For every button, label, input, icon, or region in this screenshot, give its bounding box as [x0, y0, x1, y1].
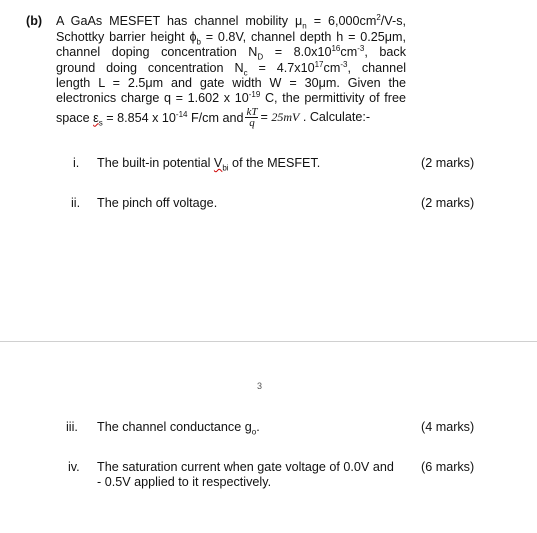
- item-number: i.: [73, 156, 80, 170]
- page-number: 3: [257, 381, 263, 391]
- question-line-3: channel doping concentration $N_D = 8.0x10^{16}cm^{-3}$, back: [56, 43, 406, 62]
- question-line-2: Schottky barrier height $\phi_b = 0.8V$, channel depth h = 0.25μm,: [56, 30, 406, 47]
- item-text: The built-in potential $V_{bi}$ of the MESFET.: [97, 156, 321, 173]
- item-marks: (2 marks): [421, 196, 475, 210]
- item-number: ii.: [71, 196, 81, 210]
- question-line-7: space $\varepsilon_s = 8.854$ x $10^{-14}$ F/cm and $\frac{kT}{q}$ = 25mV . Calculate:-: [56, 106, 371, 129]
- page-break-divider: [0, 341, 537, 342]
- item-marks: (6 marks): [421, 460, 475, 474]
- item-number: iii.: [66, 420, 78, 434]
- part-label: (b): [26, 14, 43, 28]
- question-line-4: ground doing concentration $N_c = 4.7x10^{17}cm^{-3}$, channel: [56, 59, 406, 78]
- kt-over-q-fraction: $\frac{kT}{q}$: [246, 106, 258, 129]
- item-number: iv.: [68, 460, 80, 474]
- question-line-5: length L = 2.5μm and gate width W = 30μm. Given the: [56, 76, 406, 90]
- item-text: The channel conductance $g_o$.: [97, 420, 260, 437]
- item-text: The saturation current when gate voltage of 0.0V and: [97, 460, 394, 474]
- question-line-1: A GaAs MESFET has channel mobility $\mu_n = 6,000cm^2/V-s$,: [56, 12, 406, 31]
- question-line-6: electronics charge q = 1.602 x $10^{-19}$ C, the permittivity of free: [56, 89, 407, 105]
- item-marks: (4 marks): [421, 420, 475, 434]
- item-text-continued: - 0.5V applied to it respectively.: [97, 475, 272, 489]
- item-text: The pinch off voltage.: [97, 196, 218, 210]
- item-marks: (2 marks): [421, 156, 475, 170]
